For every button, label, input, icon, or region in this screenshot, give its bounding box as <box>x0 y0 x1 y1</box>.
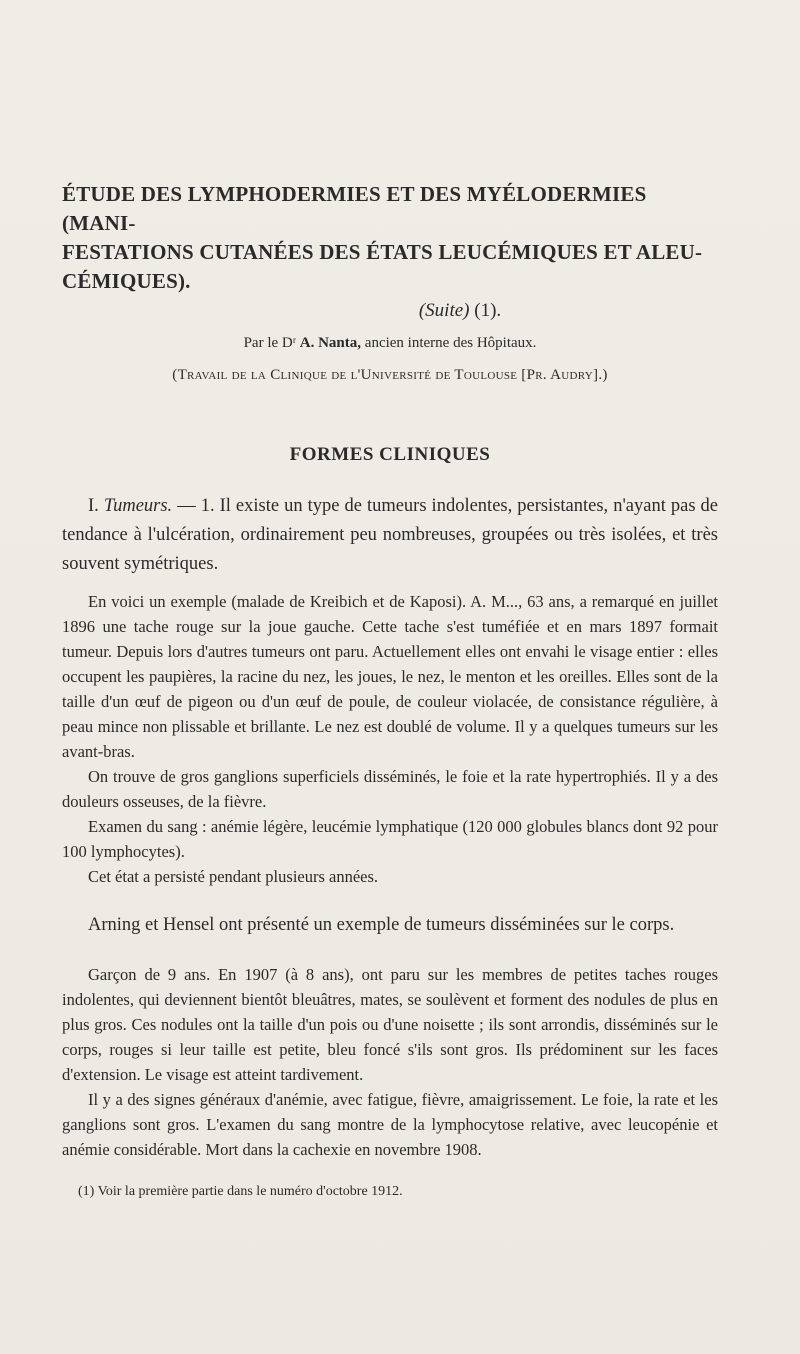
title-line: CÉMIQUES). <box>62 269 191 293</box>
paragraph-case-2: Garçon de 9 ans. En 1907 (à 8 ans), ont paru sur les membres de petites taches rouges indolentes, qui deviennent bientôt bleuâtres, mates, se soulèvent et forment des nodules de plus en plus gros. Ces nodules ont la taille d'un pois ou d'une noisette ; ils sont arrondis, disséminés sur le corps, rouges si leur taille est petite, bleu foncé s'ils sont gros. Ils prédominent sur les faces d'extension. Le visage est atteint tardivement. <box>62 965 718 1084</box>
article-title <box>62 180 718 296</box>
paragraph-persistence: Cet état a persisté pendant plusieurs années. <box>88 867 379 886</box>
article <box>62 180 718 1200</box>
footnote-ref: (1). <box>474 300 502 321</box>
affiliation: (Travail de la Clinique de l'Université de Toulouse [Pr. Audry].) <box>172 367 608 383</box>
paragraph-case-2-general: Il y a des signes généraux d'anémie, avec fatigue, fièvre, amaigrissement. Le foie, la rate et les ganglions sont gros. L'examen du sang montre de la lymphocytose relative, avec leucopénie et anémie considérable. Mort dans la cachexie en novembre 1908. <box>62 1090 718 1159</box>
section-number: I. <box>88 496 99 516</box>
suite-note <box>202 300 718 322</box>
subsection-title: Tumeurs. <box>103 496 173 516</box>
paragraph-arning-hensel: Arning et Hensel ont présenté un exemple de tumeurs disséminées sur le corps. <box>88 915 675 935</box>
byline-suffix: ancien interne des Hôpitaux. <box>364 335 537 351</box>
paragraph-blood-exam: Examen du sang : anémie légère, leucémie lymphatique (120 000 globules blancs dont 92 pour 100 lymphocytes). <box>62 817 718 861</box>
suite-label: (Suite) <box>418 300 470 321</box>
byline <box>62 330 718 356</box>
footnote: (1) Voir la première partie dans le numéro d'octobre 1912. <box>78 1184 403 1199</box>
paragraph-tumeurs <box>62 492 718 579</box>
title-line: ÉTUDE DES LYMPHODERMIES ET DES MYÉLODERMIES (MANI- <box>62 182 647 235</box>
byline-prefix: Par le Dʳ <box>243 335 297 351</box>
author-name: A. Nanta, <box>299 335 362 351</box>
title-line: FESTATIONS CUTANÉES DES ÉTATS LEUCÉMIQUES ET ALEU- <box>62 240 703 264</box>
paragraph-case-1-findings: On trouve de gros ganglions superficiels disséminés, le foie et la rate hypertrophiés. Il y a des douleurs osseuses, de la fièvre. <box>62 767 718 811</box>
section-heading: FORMES CLINIQUES <box>289 444 491 465</box>
paragraph-case-1: En voici un exemple (malade de Kreibich et de Kaposi). A. M..., 63 ans, a remarqué en juillet 1896 une tache rouge sur la joue gauche. Cette tache s'est tuméfiée et en mars 1897 formait tumeur. Depuis lors d'autres tumeurs ont paru. Actuellement elles ont envahi le visage entier : elles occupent les paupières, la racine du nez, les joues, le nez, le menton et les oreilles. Elles sont de la taille d'un œuf de pigeon ou d'un œuf de poule, de couleur violacée, de consistance régulière, à peau mince non plissable et brillante. Le nez est doublé de volume. Il y a quelques tumeurs sur les avant-bras. <box>62 592 718 761</box>
paragraph-text: — 1. Il existe un type de tumeurs indolentes, persistantes, n'ayant pas de tendance à l'ulcération, ordinairement peu nombreuses, groupées ou très isolées, et très souvent symétriques. <box>62 496 718 574</box>
